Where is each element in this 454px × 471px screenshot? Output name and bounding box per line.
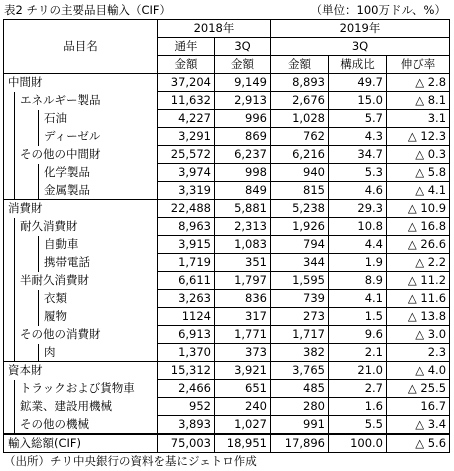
header-q3-2018: 3Q	[215, 38, 271, 56]
cell-growth: △ 2.2	[387, 254, 450, 272]
table-title-row	[4, 2, 450, 18]
cell-q3-2018: 18,951	[215, 434, 271, 453]
header-amount-full: 金額	[158, 56, 215, 74]
row-item-name-cell	[4, 416, 158, 435]
cell-full-2018: 6,913	[158, 326, 215, 344]
cell-full-2018: 1124	[158, 308, 215, 326]
cell-share: 4.6	[329, 182, 387, 200]
tree-line	[14, 326, 15, 344]
cell-share: 49.7	[329, 74, 387, 92]
cell-q3-2019: 1,926	[271, 218, 329, 236]
row-item-name-cell	[4, 128, 158, 146]
imports-table	[3, 19, 450, 453]
header-2019: 2019年	[271, 20, 450, 38]
cell-q3-2019: 273	[271, 308, 329, 326]
table-row-total	[4, 434, 450, 453]
cell-q3-2019: 762	[271, 128, 329, 146]
cell-q3-2018: 373	[215, 344, 271, 362]
cell-share: 15.0	[329, 92, 387, 110]
tree-line	[38, 236, 39, 254]
tree-line	[38, 344, 39, 362]
cell-full-2018: 4,227	[158, 110, 215, 128]
cell-q3-2019: 6,216	[271, 146, 329, 164]
table-body	[4, 74, 450, 453]
row-item-name: 耐久消費財	[20, 219, 78, 233]
cell-growth: △ 13.8	[387, 308, 450, 326]
cell-full-2018: 3,974	[158, 164, 215, 182]
cell-growth: 2.3	[387, 344, 450, 362]
source-note: （出所）チリ中央銀行の資料を基にジェトロ作成	[4, 454, 257, 468]
tree-line	[38, 254, 39, 272]
cell-growth: △ 5.8	[387, 164, 450, 182]
cell-share: 5.3	[329, 164, 387, 182]
table-title: 表2 チリの主要品目輸入（CIF）	[4, 3, 172, 17]
cell-full-2018: 8,963	[158, 218, 215, 236]
cell-growth: △ 4.1	[387, 182, 450, 200]
cell-full-2018: 25,572	[158, 146, 215, 164]
cell-q3-2018: 836	[215, 290, 271, 308]
cell-growth: △ 2.8	[387, 74, 450, 92]
cell-growth: 16.7	[387, 398, 450, 416]
cell-full-2018: 3,893	[158, 416, 215, 435]
cell-growth: △ 3.0	[387, 326, 450, 344]
row-item-name: トラックおよび貨物車	[20, 381, 135, 395]
cell-q3-2018: 1,083	[215, 236, 271, 254]
table-row	[4, 290, 450, 308]
cell-full-2018: 1,719	[158, 254, 215, 272]
cell-q3-2018: 3,921	[215, 362, 271, 380]
row-item-name: その他の機械	[20, 416, 89, 431]
cell-growth: △ 10.9	[387, 200, 450, 218]
tree-line	[14, 272, 15, 290]
cell-q3-2018: 317	[215, 308, 271, 326]
row-item-name: 石油	[44, 111, 67, 125]
tree-line	[14, 236, 15, 254]
cell-q3-2019: 794	[271, 236, 329, 254]
table-row	[4, 236, 450, 254]
tree-line	[14, 254, 15, 272]
cell-full-2018: 3,263	[158, 290, 215, 308]
cell-q3-2018: 5,881	[215, 200, 271, 218]
cell-growth: △ 11.6	[387, 290, 450, 308]
table-row	[4, 398, 450, 416]
row-item-name-cell	[4, 434, 158, 453]
tree-line	[14, 218, 15, 236]
row-item-name: 肉	[44, 344, 56, 359]
cell-share: 4.4	[329, 236, 387, 254]
row-item-name: 化学製品	[44, 165, 90, 179]
tree-line	[14, 92, 15, 110]
cell-q3-2018: 1,027	[215, 416, 271, 435]
cell-q3-2019: 1,717	[271, 326, 329, 344]
row-item-name: 自動車	[44, 237, 79, 251]
tree-line	[14, 182, 15, 200]
cell-q3-2019: 991	[271, 416, 329, 435]
cell-q3-2018: 351	[215, 254, 271, 272]
cell-full-2018: 3,915	[158, 236, 215, 254]
cell-full-2018: 2,466	[158, 380, 215, 398]
cell-growth: △ 11.2	[387, 272, 450, 290]
cell-share: 5.5	[329, 416, 387, 435]
tree-line	[14, 128, 15, 146]
row-item-name: エネルギー製品	[20, 93, 101, 107]
cell-growth: △ 16.8	[387, 218, 450, 236]
cell-q3-2018: 996	[215, 110, 271, 128]
table-row	[4, 164, 450, 182]
cell-full-2018: 3,319	[158, 182, 215, 200]
table-row	[4, 74, 450, 92]
tree-line	[14, 290, 15, 308]
row-item-name-cell	[4, 362, 158, 380]
cell-q3-2018: 651	[215, 380, 271, 398]
row-item-name-cell	[4, 92, 158, 110]
row-item-name: 鉱業、建設用機械	[20, 399, 112, 413]
table-row	[4, 380, 450, 398]
tree-line	[14, 110, 15, 128]
cell-full-2018: 3,291	[158, 128, 215, 146]
table-row	[4, 110, 450, 128]
row-item-name: 中間財	[8, 75, 43, 90]
cell-q3-2018: 849	[215, 182, 271, 200]
table-row	[4, 200, 450, 218]
row-item-name-cell	[4, 146, 158, 164]
cell-q3-2019: 739	[271, 290, 329, 308]
row-item-name-cell	[4, 110, 158, 128]
table-row	[4, 416, 450, 435]
cell-share: 10.8	[329, 218, 387, 236]
cell-share: 100.0	[329, 434, 387, 453]
row-item-name: 携帯電話	[44, 255, 90, 269]
row-item-name-cell	[4, 326, 158, 344]
cell-q3-2018: 2,313	[215, 218, 271, 236]
row-item-name: 半耐久消費財	[20, 273, 89, 287]
table-row	[4, 344, 450, 362]
table-row	[4, 362, 450, 380]
cell-share: 4.1	[329, 290, 387, 308]
cell-growth: △ 8.1	[387, 92, 450, 110]
cell-share: 34.7	[329, 146, 387, 164]
table-row	[4, 146, 450, 164]
row-item-name-cell	[4, 380, 158, 398]
cell-growth: 3.1	[387, 110, 450, 128]
header-full-year: 通年	[158, 38, 215, 56]
row-item-name-cell	[4, 236, 158, 254]
cell-full-2018: 1,370	[158, 344, 215, 362]
row-item-name: 金属製品	[44, 182, 90, 197]
cell-share: 8.9	[329, 272, 387, 290]
header-item-name: 品目名	[4, 20, 158, 74]
cell-q3-2019: 1,028	[271, 110, 329, 128]
row-item-name-cell	[4, 218, 158, 236]
table-row	[4, 308, 450, 326]
tree-line	[38, 308, 39, 326]
table-row	[4, 182, 450, 200]
cell-q3-2018: 6,237	[215, 146, 271, 164]
header-amount-q3-2018: 金額	[215, 56, 271, 74]
table-row	[4, 218, 450, 236]
cell-full-2018: 15,312	[158, 362, 215, 380]
row-item-name-cell	[4, 398, 158, 416]
row-item-name-cell	[4, 200, 158, 218]
row-item-name: 資本財	[8, 363, 43, 378]
tree-line	[38, 290, 39, 308]
tree-line	[38, 128, 39, 146]
cell-full-2018: 22,488	[158, 200, 215, 218]
header-2018: 2018年	[158, 20, 271, 38]
cell-full-2018: 75,003	[158, 434, 215, 453]
tree-line	[38, 110, 39, 128]
tree-line	[14, 146, 15, 164]
cell-share: 29.3	[329, 200, 387, 218]
tree-line	[14, 398, 15, 416]
row-item-name-cell	[4, 308, 158, 326]
cell-full-2018: 37,204	[158, 74, 215, 92]
table-row	[4, 254, 450, 272]
cell-q3-2019: 17,896	[271, 434, 329, 453]
row-item-name: その他の中間財	[20, 147, 101, 161]
cell-growth: △ 25.5	[387, 380, 450, 398]
row-item-name-cell	[4, 254, 158, 272]
cell-share: 9.6	[329, 326, 387, 344]
cell-q3-2019: 1,595	[271, 272, 329, 290]
header-q3-2019: 3Q	[271, 38, 450, 56]
row-item-name-cell	[4, 272, 158, 290]
tree-line	[14, 164, 15, 182]
cell-q3-2019: 344	[271, 254, 329, 272]
cell-q3-2019: 5,238	[271, 200, 329, 218]
tree-line	[14, 308, 15, 326]
row-item-name: 消費財	[8, 201, 43, 216]
cell-q3-2018: 998	[215, 164, 271, 182]
table-row	[4, 128, 450, 146]
cell-growth: △ 5.6	[387, 434, 450, 453]
tree-line	[14, 416, 15, 434]
cell-q3-2019: 2,676	[271, 92, 329, 110]
header-growth: 伸び率	[387, 56, 450, 74]
row-item-name: ディーゼル	[44, 129, 101, 143]
cell-share: 5.7	[329, 110, 387, 128]
cell-full-2018: 952	[158, 398, 215, 416]
tree-line	[38, 164, 39, 182]
row-item-name: 衣類	[44, 291, 67, 305]
cell-q3-2018: 1,771	[215, 326, 271, 344]
cell-q3-2018: 240	[215, 398, 271, 416]
cell-share: 1.9	[329, 254, 387, 272]
cell-q3-2019: 3,765	[271, 362, 329, 380]
cell-growth: △ 12.3	[387, 128, 450, 146]
row-item-name: 輸入総額(CIF)	[8, 436, 82, 450]
cell-share: 1.6	[329, 398, 387, 416]
header-amount-q3-2019: 金額	[271, 56, 329, 74]
cell-share: 1.5	[329, 308, 387, 326]
table-row	[4, 326, 450, 344]
cell-q3-2018: 1,797	[215, 272, 271, 290]
cell-q3-2019: 382	[271, 344, 329, 362]
cell-q3-2019: 485	[271, 380, 329, 398]
unit-label: （単位：100万ドル、%）	[310, 3, 446, 17]
row-item-name: その他の消費財	[20, 327, 101, 341]
cell-growth: △ 0.3	[387, 146, 450, 164]
tree-line	[14, 380, 15, 398]
cell-share: 4.3	[329, 128, 387, 146]
cell-full-2018: 11,632	[158, 92, 215, 110]
tree-line	[14, 344, 15, 362]
cell-q3-2019: 940	[271, 164, 329, 182]
cell-growth: △ 4.0	[387, 362, 450, 380]
cell-q3-2018: 9,149	[215, 74, 271, 92]
tree-line	[38, 182, 39, 200]
row-item-name-cell	[4, 344, 158, 362]
table-row	[4, 92, 450, 110]
cell-q3-2018: 869	[215, 128, 271, 146]
cell-q3-2019: 8,893	[271, 74, 329, 92]
cell-share: 21.0	[329, 362, 387, 380]
cell-q3-2019: 280	[271, 398, 329, 416]
row-item-name-cell	[4, 74, 158, 92]
row-item-name-cell	[4, 164, 158, 182]
cell-share: 2.7	[329, 380, 387, 398]
cell-growth: △ 3.4	[387, 416, 450, 435]
table-row	[4, 272, 450, 290]
cell-q3-2018: 2,913	[215, 92, 271, 110]
header-share: 構成比	[329, 56, 387, 74]
row-item-name-cell	[4, 290, 158, 308]
row-item-name-cell	[4, 182, 158, 200]
cell-full-2018: 6,611	[158, 272, 215, 290]
row-item-name: 履物	[44, 309, 67, 323]
cell-q3-2019: 815	[271, 182, 329, 200]
cell-growth: △ 26.6	[387, 236, 450, 254]
cell-share: 2.1	[329, 344, 387, 362]
